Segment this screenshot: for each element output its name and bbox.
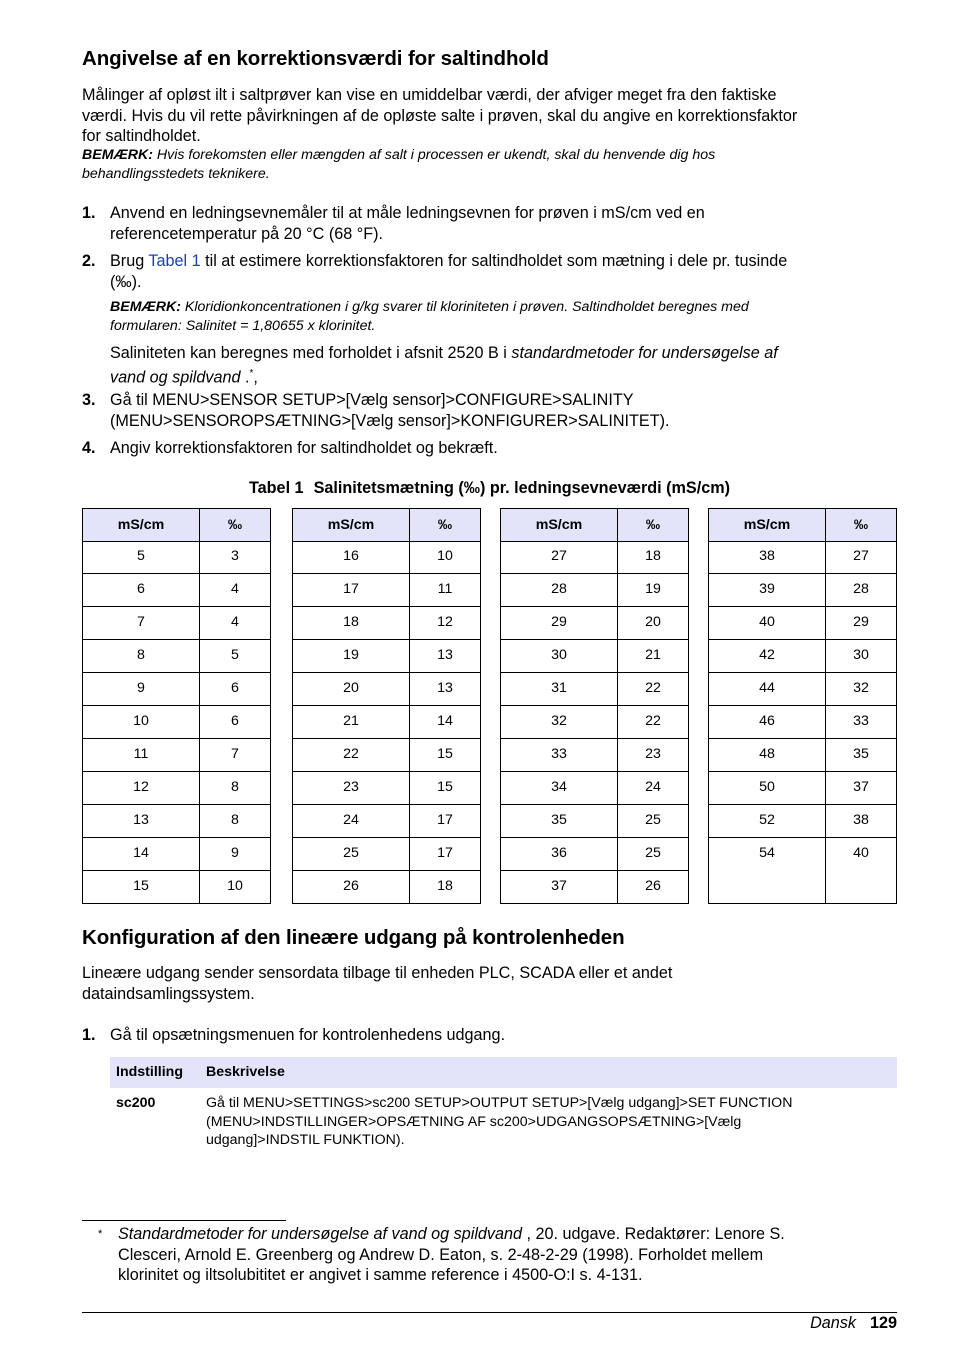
header-ms-cm: mS/cm (535, 517, 583, 533)
cell-permille: 11 (410, 574, 480, 607)
header-ms-cm: mS/cm (117, 517, 165, 533)
footnote-divider (82, 1220, 286, 1221)
setting-description: Gå til MENU>SETTINGS>sc200 SETUP>OUTPUT SETUP>[Vælg udgang]>SET FUNCTION (MENU>INDSTILLINGER>OPSÆTNING AF sc200>UDGANGSOPSÆTNING>[Vælg udgang]>INDSTIL FUNKTION). (206, 1095, 793, 1148)
cell-permille: 25 (618, 805, 688, 838)
cell-permille: 3 (200, 541, 270, 574)
table-1-caption: Tabel 1 Salinitetsmætning (‰) pr. ledningsevneværdi (mS/cm) (248, 479, 731, 497)
page-number: 129 (869, 1314, 897, 1332)
cell-ms-cm: 35 (501, 805, 617, 838)
cell-permille: 8 (200, 772, 270, 805)
header-permille: ‰ (227, 517, 243, 533)
cell-permille: 7 (200, 739, 270, 772)
cell-ms-cm: 36 (501, 838, 617, 871)
cell-permille: 8 (200, 805, 270, 838)
cell-ms-cm: 7 (83, 607, 199, 640)
cell-permille: 14 (410, 706, 480, 739)
footer-divider (82, 1312, 897, 1313)
cell-ms-cm: 14 (83, 838, 199, 871)
header-description: Beskrivelse (206, 1064, 285, 1080)
salinity-intro: Målinger af opløst ilt i saltprøver kan vise en umiddelbar værdi, der afviger meget fra den faktiske værdi. Hvis du vil rette påvirkningen af de opløste salte i prøven, skal du angive en korrektionsfaktor for saltindholdet. (82, 86, 798, 145)
cell-ms-cm: 34 (501, 772, 617, 805)
salinity-note: BEMÆRK: Hvis forekomsten eller mængden af salt i processen er ukendt, skal du henvende dig hos behandlingsstedets teknikere. (82, 147, 716, 182)
cell-ms-cm: 27 (501, 541, 617, 574)
step2-note: BEMÆRK: Kloridionkoncentrationen i g/kg svarer til kloriniteten i prøven. Saltindholdet beregnes med formularen: Salinitet = 1,80655 x klorinitet. (110, 299, 749, 334)
cell-ms-cm: 5 (83, 541, 199, 574)
footer-language: Dansk (810, 1314, 856, 1332)
cell-ms-cm: 40 (709, 607, 825, 640)
page-footer (810, 1313, 897, 1333)
cell-permille: 40 (853, 845, 869, 861)
cell-permille: 4 (200, 574, 270, 607)
cell-ms-cm: 15 (133, 878, 149, 894)
cell-permille: 9 (200, 838, 270, 871)
cell-permille: 29 (826, 607, 896, 640)
header-ms-cm: mS/cm (743, 517, 791, 533)
header-permille: ‰ (645, 517, 661, 533)
cell-permille: 22 (618, 706, 688, 739)
setting-sc200: sc200 (116, 1095, 156, 1111)
cell-permille: 20 (618, 607, 688, 640)
cell-ms-cm: 13 (83, 805, 199, 838)
cell-permille: 25 (618, 838, 688, 871)
cell-permille: 17 (410, 838, 480, 871)
cell-permille: 26 (645, 878, 661, 894)
cell-ms-cm: 44 (709, 673, 825, 706)
section-title-linear-output: Konfiguration af den lineære udgang på kontrolenheden (82, 926, 625, 949)
cell-ms-cm: 48 (709, 739, 825, 772)
cell-permille: 35 (826, 739, 896, 772)
table-group-4 (708, 508, 897, 904)
cell-ms-cm: 19 (293, 640, 409, 673)
cell-permille: 24 (618, 772, 688, 805)
cell-permille: 19 (618, 574, 688, 607)
cell-ms-cm: 26 (343, 878, 359, 894)
cell-ms-cm: 33 (501, 739, 617, 772)
note-label: BEMÆRK: (82, 147, 153, 163)
cell-permille: 15 (410, 739, 480, 772)
cell-permille: 4 (200, 607, 270, 640)
cell-permille: 12 (410, 607, 480, 640)
cell-ms-cm: 12 (83, 772, 199, 805)
cell-ms-cm: 31 (501, 673, 617, 706)
cell-permille: 23 (618, 739, 688, 772)
cell-permille: 10 (410, 541, 480, 574)
table-1-link[interactable]: Tabel 1 (148, 252, 201, 270)
cell-ms-cm: 28 (501, 574, 617, 607)
step2-paragraph: Saliniteten kan beregnes med forholdet i afsnit 2520 B i standardmetoder for undersøgelse af vand og spildvand .*, (110, 344, 778, 386)
cell-permille: 10 (227, 878, 243, 894)
cell-ms-cm: 11 (83, 739, 199, 772)
cell-ms-cm: 23 (293, 772, 409, 805)
cell-ms-cm: 52 (709, 805, 825, 838)
cell-permille: 37 (826, 772, 896, 805)
cell-ms-cm: 9 (83, 673, 199, 706)
cell-ms-cm: 54 (759, 845, 775, 861)
linear-output-intro: Lineære udgang sender sensordata tilbage til enheden PLC, SCADA eller et andet dataindsamlingssystem. (82, 964, 673, 1003)
note-label: BEMÆRK: (110, 299, 181, 315)
cell-permille: 18 (437, 878, 453, 894)
cell-ms-cm: 8 (83, 640, 199, 673)
cell-ms-cm: 46 (709, 706, 825, 739)
cell-permille: 28 (826, 574, 896, 607)
cell-ms-cm: 29 (501, 607, 617, 640)
header-setting: Indstilling (116, 1064, 183, 1080)
cell-permille: 13 (410, 640, 480, 673)
cell-permille: 13 (410, 673, 480, 706)
header-permille: ‰ (853, 517, 869, 533)
salinity-table (82, 508, 897, 904)
table-group-3 (500, 508, 689, 904)
cell-permille: 22 (618, 673, 688, 706)
cell-ms-cm: 10 (83, 706, 199, 739)
table-group-1 (82, 508, 271, 904)
cell-ms-cm: 6 (83, 574, 199, 607)
cell-permille: 30 (826, 640, 896, 673)
cell-ms-cm: 42 (709, 640, 825, 673)
cell-ms-cm: 16 (293, 541, 409, 574)
cell-permille: 6 (200, 673, 270, 706)
cell-ms-cm: 32 (501, 706, 617, 739)
cell-permille: 33 (826, 706, 896, 739)
header-permille: ‰ (437, 517, 453, 533)
table-group-2 (292, 508, 481, 904)
cell-ms-cm: 20 (293, 673, 409, 706)
cell-ms-cm: 39 (709, 574, 825, 607)
cell-ms-cm: 38 (709, 541, 825, 574)
cell-ms-cm: 25 (293, 838, 409, 871)
cell-ms-cm: 18 (293, 607, 409, 640)
cell-permille: 38 (826, 805, 896, 838)
cell-ms-cm: 22 (293, 739, 409, 772)
cell-permille: 21 (618, 640, 688, 673)
cell-permille: 6 (200, 706, 270, 739)
section-title-salinity: Angivelse af en korrektionsværdi for saltindhold (82, 47, 549, 70)
cell-ms-cm: 30 (501, 640, 617, 673)
cell-ms-cm: 37 (551, 878, 567, 894)
footnote-mark: * (98, 1228, 103, 1240)
cell-permille: 5 (200, 640, 270, 673)
cell-permille: 32 (826, 673, 896, 706)
cell-permille: 27 (826, 541, 896, 574)
cell-permille: 17 (410, 805, 480, 838)
cell-ms-cm: 24 (293, 805, 409, 838)
cell-permille: 18 (618, 541, 688, 574)
cell-ms-cm: 50 (709, 772, 825, 805)
footnote-ref[interactable]: * (249, 367, 254, 379)
cell-permille: 15 (410, 772, 480, 805)
cell-ms-cm: 21 (293, 706, 409, 739)
header-ms-cm: mS/cm (327, 517, 375, 533)
cell-ms-cm: 17 (293, 574, 409, 607)
